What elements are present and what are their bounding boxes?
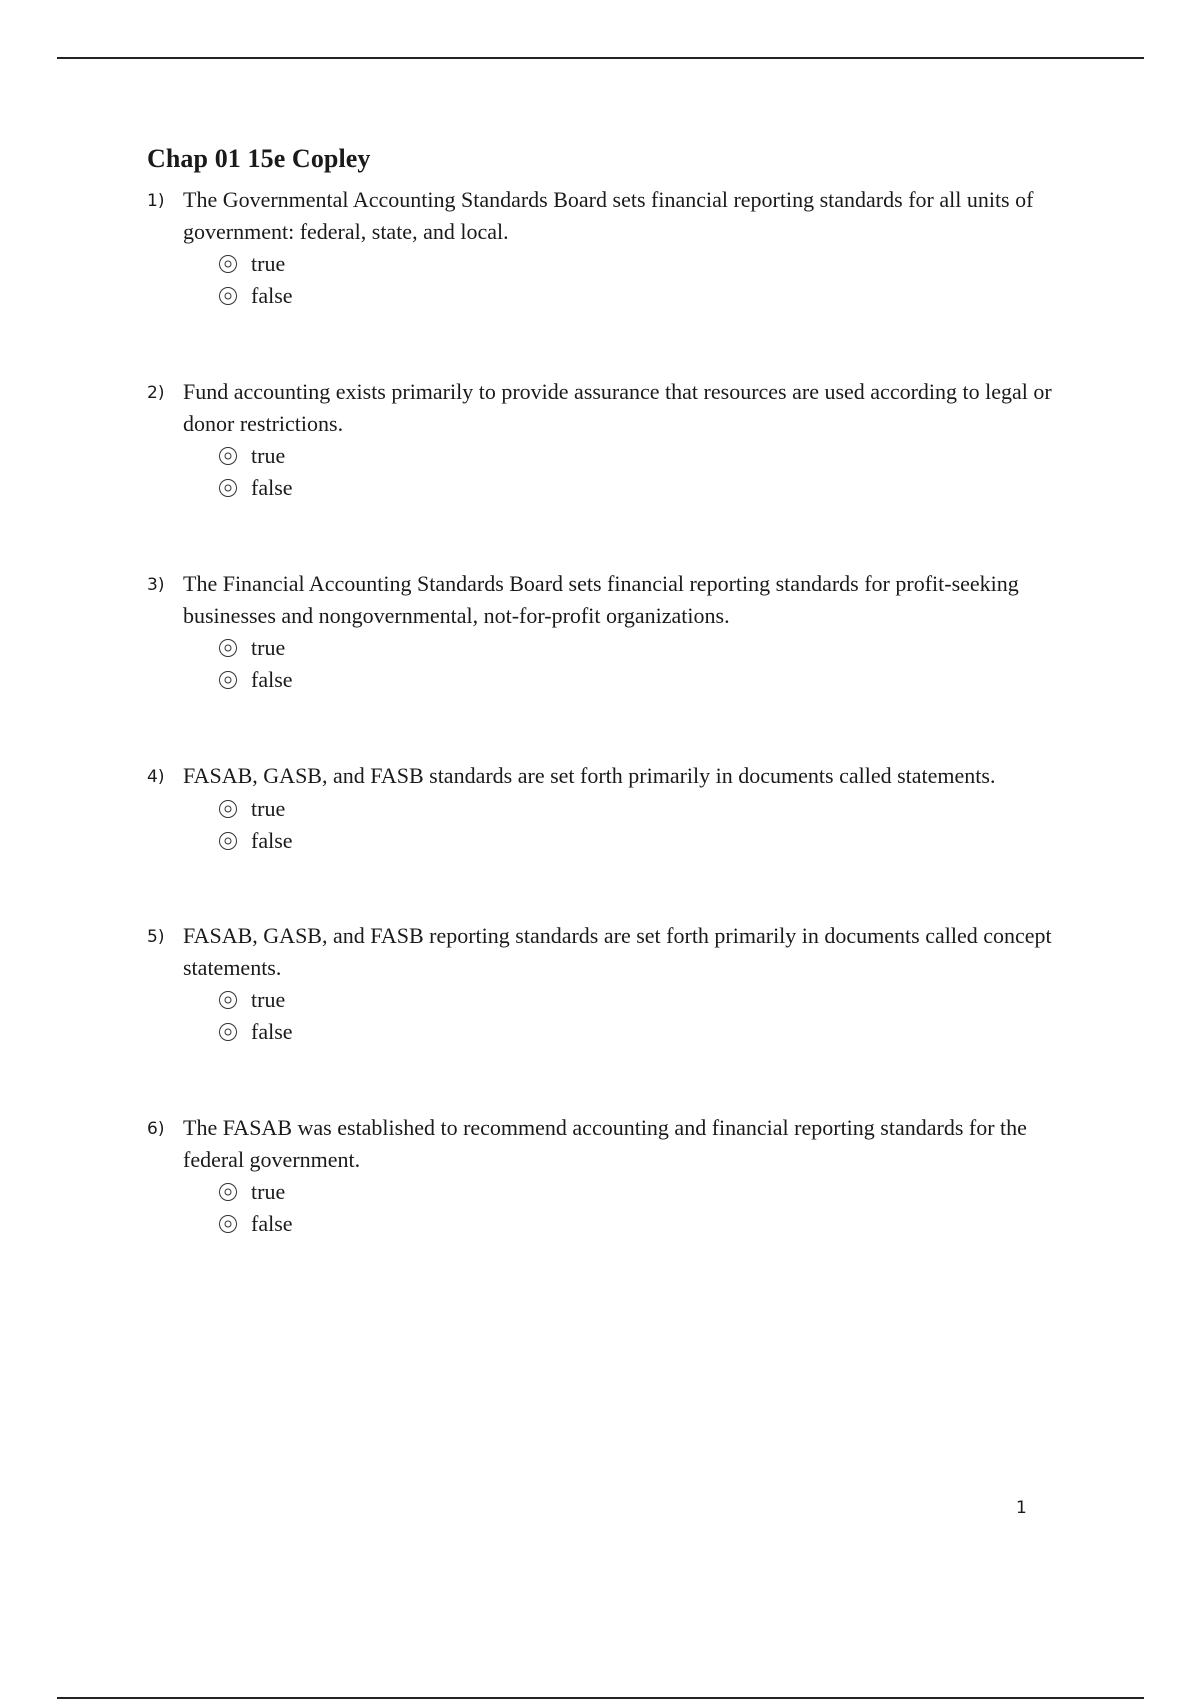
option-label: false bbox=[251, 1019, 293, 1044]
question-text: The FASAB was established to recommend accounting and financial reporting standards for the federal government. bbox=[183, 1115, 1027, 1172]
radio-button-icon[interactable] bbox=[219, 639, 237, 657]
answer-options bbox=[219, 248, 1087, 312]
radio-button-icon[interactable] bbox=[219, 1023, 237, 1041]
radio-button-icon[interactable] bbox=[219, 991, 237, 1009]
option-false[interactable] bbox=[219, 1016, 1087, 1048]
option-label: true bbox=[251, 1179, 286, 1204]
page-title: Chap 01 15e Copley bbox=[147, 144, 371, 173]
option-label: false bbox=[251, 475, 293, 500]
option-false[interactable] bbox=[219, 664, 1087, 696]
question-text: FASAB, GASB, and FASB reporting standards are set forth primarily in documents called concept statements. bbox=[183, 923, 1052, 980]
question-number: 6) bbox=[147, 1119, 165, 1139]
question-3 bbox=[147, 568, 1087, 696]
question-number: 3) bbox=[147, 575, 165, 595]
option-label: true bbox=[251, 443, 286, 468]
question-text: Fund accounting exists primarily to provide assurance that resources are used according to legal or donor restrictions. bbox=[183, 379, 1052, 436]
question-number: 2) bbox=[147, 383, 165, 403]
option-true[interactable] bbox=[219, 440, 1087, 472]
question-number: 4) bbox=[147, 767, 165, 787]
question-2 bbox=[147, 376, 1087, 504]
question-5 bbox=[147, 920, 1087, 1048]
radio-button-icon[interactable] bbox=[219, 447, 237, 465]
question-4 bbox=[147, 760, 1087, 857]
question-1 bbox=[147, 184, 1087, 312]
question-number: 1) bbox=[147, 191, 165, 211]
radio-button-icon[interactable] bbox=[219, 671, 237, 689]
option-label: false bbox=[251, 1211, 293, 1236]
option-true[interactable] bbox=[219, 632, 1087, 664]
option-label: false bbox=[251, 667, 293, 692]
radio-button-icon[interactable] bbox=[219, 1215, 237, 1233]
question-6 bbox=[147, 1112, 1087, 1240]
option-label: false bbox=[251, 828, 293, 853]
option-false[interactable] bbox=[219, 1208, 1087, 1240]
option-false[interactable] bbox=[219, 825, 1087, 857]
page-number: 1 bbox=[1016, 1498, 1027, 1518]
answer-options bbox=[219, 440, 1087, 504]
answer-options bbox=[219, 632, 1087, 696]
option-label: true bbox=[251, 635, 286, 660]
option-true[interactable] bbox=[219, 793, 1087, 825]
radio-button-icon[interactable] bbox=[219, 287, 237, 305]
radio-button-icon[interactable] bbox=[219, 832, 237, 850]
option-true[interactable] bbox=[219, 1176, 1087, 1208]
option-false[interactable] bbox=[219, 472, 1087, 504]
radio-button-icon[interactable] bbox=[219, 255, 237, 273]
radio-button-icon[interactable] bbox=[219, 1183, 237, 1201]
option-false[interactable] bbox=[219, 280, 1087, 312]
option-true[interactable] bbox=[219, 248, 1087, 280]
question-number: 5) bbox=[147, 927, 165, 947]
answer-options bbox=[219, 984, 1087, 1048]
footer-rule bbox=[57, 1697, 1144, 1699]
header-rule bbox=[57, 57, 1144, 59]
question-text: FASAB, GASB, and FASB standards are set forth primarily in documents called statements. bbox=[183, 763, 996, 788]
question-text: The Financial Accounting Standards Board sets financial reporting standards for profit-seeking businesses and nongovernmental, not-for-profit organizations. bbox=[183, 571, 1019, 628]
option-label: true bbox=[251, 251, 286, 276]
option-label: true bbox=[251, 796, 286, 821]
option-label: true bbox=[251, 987, 286, 1012]
answer-options bbox=[219, 793, 1087, 857]
option-label: false bbox=[251, 283, 293, 308]
radio-button-icon[interactable] bbox=[219, 800, 237, 818]
radio-button-icon[interactable] bbox=[219, 479, 237, 497]
question-text: The Governmental Accounting Standards Board sets financial reporting standards for all units of government: federal, state, and local. bbox=[183, 187, 1034, 244]
answer-options bbox=[219, 1176, 1087, 1240]
option-true[interactable] bbox=[219, 984, 1087, 1016]
